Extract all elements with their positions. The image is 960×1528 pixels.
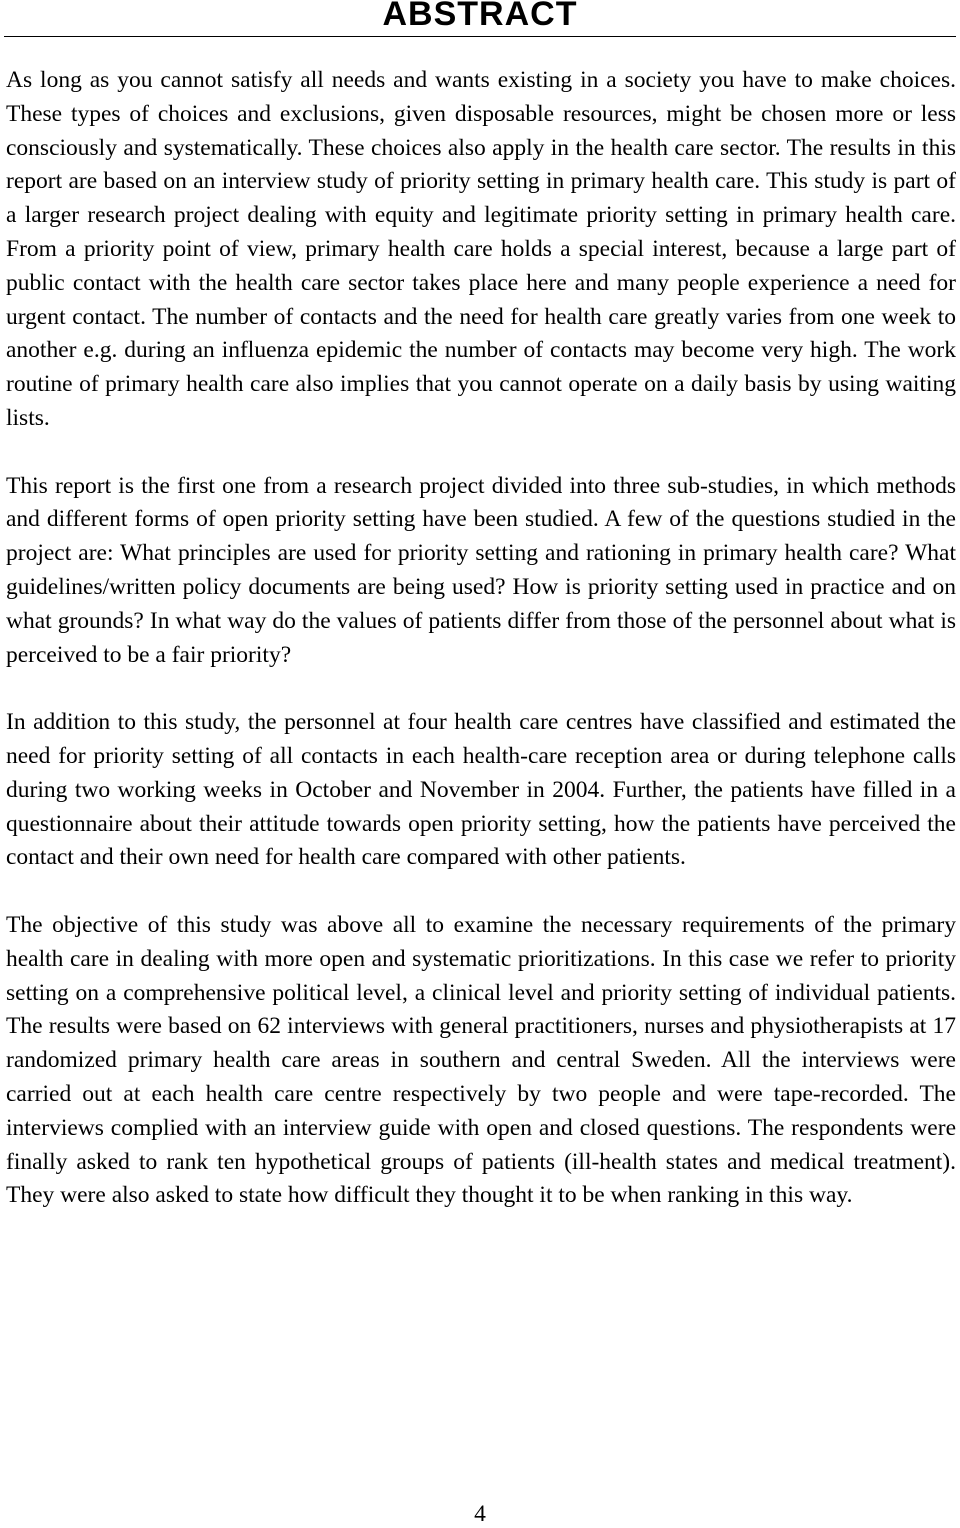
abstract-heading: ABSTRACT bbox=[382, 0, 578, 33]
heading-underline bbox=[4, 36, 956, 37]
abstract-body bbox=[6, 64, 956, 1213]
paragraph-2: This report is the first one from a research project divided into three sub-studies, in which methods and different forms of open priority setting have been studied. A few of the questions studied in the project are: What principles are used for priority setting and rationing in primary health care? What guidelines/written policy documents are being used? How is priority setting used in practice and on what grounds? In what way do the values of patients differ from those of the personnel about what is perceived to be a fair priority? bbox=[6, 472, 956, 668]
paragraph-1: As long as you cannot satisfy all needs and wants existing in a society you have to make choices. These types of choices and exclusions, given disposable resources, might be chosen more or less consciously and systematically. These choices also apply in the health care sector. The results in this report are based on an interview study of priority setting in primary health care. This study is part of a larger research project dealing with equity and legitimate priority setting in primary health care. From a priority point of view, primary health care holds a special interest, because a large part of public contact with the health care sector takes place here and many people experience a need for urgent contact. The number of contacts and the need for health care greatly varies from one week to another e.g. during an influenza epidemic the number of contacts may become very high. The work routine of primary health care also implies that you cannot operate on a daily basis by using waiting lists. bbox=[6, 67, 956, 431]
paragraph-4: The objective of this study was above all to examine the necessary requirements of the primary health care in dealing with more open and systematic prioritizations. In this case we refer to priority setting on a comprehensive political level, a clinical level and priority setting of individual patients. The results were based on 62 interviews with general practitioners, nurses and physiotherapists at 17 randomized primary health care areas in southern and central Sweden. All the interviews were carried out at each health care centre respectively by two people and were tape-recorded. The interviews complied with an interview guide with open and closed questions. The respondents were finally asked to rank ten hypothetical groups of patients (ill-health states and medical treatment). They were also asked to state how difficult they thought it to be when ranking in this way. bbox=[6, 911, 956, 1209]
page-number: 4 bbox=[474, 1501, 486, 1527]
paragraph-3: In addition to this study, the personnel at four health care centres have classified and estimated the need for priority setting of all contacts in each health-care reception area or during telephone calls during two working weeks in October and November in 2004. Further, the patients have filled in a questionnaire about their attitude towards open priority setting, how the patients have perceived the contact and their own need for health care compared with other patients. bbox=[6, 709, 956, 871]
